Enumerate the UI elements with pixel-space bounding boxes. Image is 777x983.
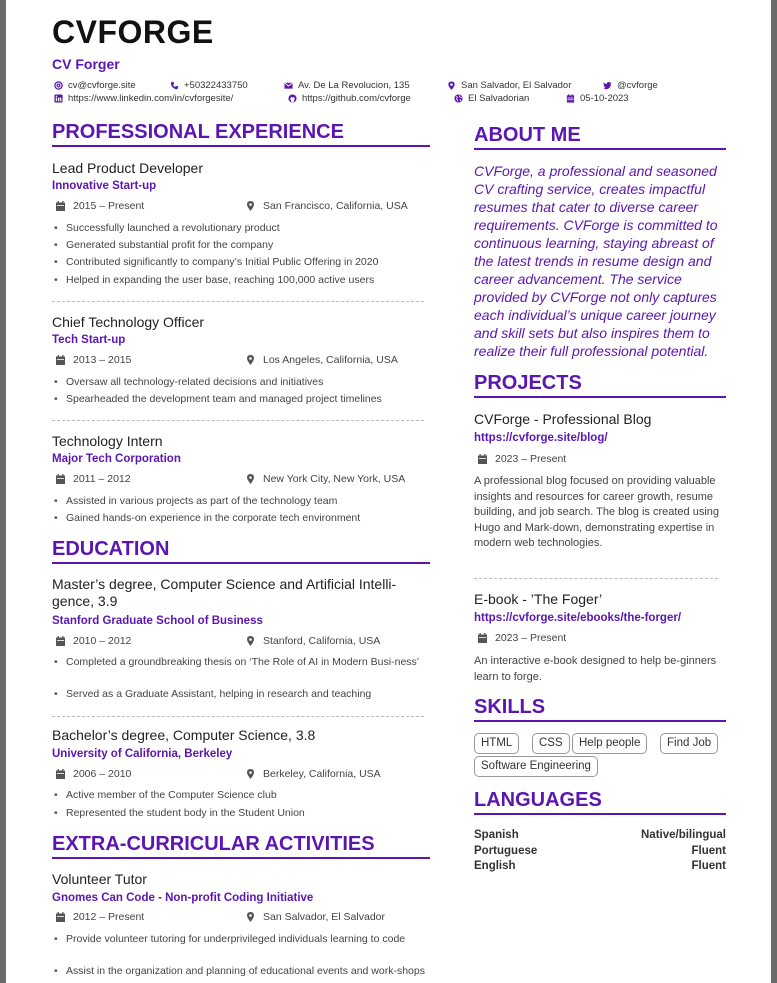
contact-email[interactable]: cv@cvforge.site bbox=[54, 80, 136, 91]
entry-separator bbox=[474, 578, 718, 579]
contact-twitter[interactable]: @cvforge bbox=[603, 80, 658, 91]
resume-page bbox=[6, 0, 771, 983]
contact-location: San Salvador, El Salvador bbox=[447, 80, 571, 91]
education-bullet: • Completed a groundbreaking thesis on ‘The Role of AI in Modern Busi-ness’ bbox=[54, 656, 432, 669]
language-name: Portuguese bbox=[474, 845, 538, 857]
education-org[interactable]: University of California, Berkeley bbox=[52, 748, 233, 760]
experience-bullet: • Spearheaded the development team and managed project timelines bbox=[54, 393, 436, 406]
experience-title: Chief Technology Officer bbox=[52, 314, 205, 330]
experience-bullet: • Assisted in various projects as part of the technology team bbox=[54, 495, 436, 508]
at-icon bbox=[54, 81, 63, 90]
experience-title: Lead Product Developer bbox=[52, 160, 203, 176]
contact-linkedin[interactable]: https://www.linkedin.com/in/cvforgesite/ bbox=[54, 93, 233, 104]
education-location: Berkeley, California, USA bbox=[246, 768, 381, 780]
education-bullet: • Served as a Graduate Assistant, helping in research and teaching bbox=[54, 688, 432, 701]
envelope-icon bbox=[284, 81, 293, 90]
about-text: CVForge, a professional and seasoned CV crafting service, creates impactful resumes that cater to diverse career requirements. CVForge is committed to continuous learning, staying abreast of the latest trends in resume design and career advancement. The service provided by CVForge not only captures each individual’s unique career journey and skill sets but also inspires them to realize their full professional potential. bbox=[474, 163, 718, 359]
skill-tag: HTML bbox=[474, 733, 519, 754]
globe-icon bbox=[454, 94, 463, 103]
resume-name: CVFORGE bbox=[52, 14, 214, 50]
education-bullet: • Represented the student body in the Student Union bbox=[54, 807, 432, 820]
contact-github[interactable]: https://github.com/cvforge bbox=[288, 93, 411, 104]
map-pin-icon bbox=[246, 912, 255, 922]
experience-bullet: • Successfully launched a revolutionary product bbox=[54, 222, 436, 235]
project-title: CVForge - Professional Blog bbox=[474, 411, 652, 427]
contact-phone[interactable]: +50322433750 bbox=[170, 80, 248, 91]
experience-org[interactable]: Major Tech Corporation bbox=[52, 453, 181, 465]
experience-location: San Francisco, California, USA bbox=[246, 200, 408, 212]
education-title: Bachelor’s degree, Computer Science, 3.8 bbox=[52, 727, 316, 743]
language-level: Fluent bbox=[691, 860, 726, 872]
project-link[interactable]: https://cvforge.site/blog/ bbox=[474, 432, 608, 444]
section-skills: SKILLS bbox=[474, 695, 726, 722]
calendar-icon bbox=[56, 201, 65, 211]
map-pin-icon bbox=[246, 636, 255, 646]
activity-bullet: • Assist in the organization and planning of educational events and work-shops bbox=[54, 965, 432, 978]
map-pin-icon bbox=[246, 474, 255, 484]
project-dates: 2023 – Present bbox=[478, 453, 566, 465]
section-about: ABOUT ME bbox=[474, 123, 726, 150]
github-icon bbox=[288, 94, 297, 103]
experience-dates: 2013 – 2015 bbox=[56, 354, 131, 366]
experience-dates: 2011 – 2012 bbox=[56, 473, 131, 485]
map-pin-icon bbox=[246, 769, 255, 779]
education-org[interactable]: Stanford Graduate School of Business bbox=[52, 615, 263, 627]
experience-bullet: • Oversaw all technology-related decisions and initiatives bbox=[54, 376, 436, 389]
map-pin-icon bbox=[246, 201, 255, 211]
section-experience: PROFESSIONAL EXPERIENCE bbox=[52, 120, 430, 147]
experience-bullet: • Helped in expanding the user base, reaching 100,000 active users bbox=[54, 274, 436, 287]
experience-bullet: • Gained hands-on experience in the corporate tech environment bbox=[54, 512, 436, 525]
education-title: Master’s degree, Computer Science and Artificial Intelli-gence, 3.9 bbox=[52, 576, 397, 609]
map-pin-icon bbox=[246, 355, 255, 365]
experience-org[interactable]: Innovative Start-up bbox=[52, 180, 157, 192]
experience-org[interactable]: Tech Start-up bbox=[52, 334, 126, 346]
language-name: English bbox=[474, 860, 516, 872]
section-education: EDUCATION bbox=[52, 537, 430, 564]
calendar-icon bbox=[56, 636, 65, 646]
contact-nationality: El Salvadorian bbox=[454, 93, 529, 104]
activity-location: San Salvador, El Salvador bbox=[246, 911, 385, 923]
calendar-icon bbox=[478, 633, 487, 643]
activity-title: Volunteer Tutor bbox=[52, 871, 147, 887]
map-pin-icon bbox=[447, 81, 456, 90]
activity-bullet: • Provide volunteer tutoring for underprivileged individuals learning to code bbox=[54, 933, 432, 946]
experience-bullet: • Generated substantial profit for the company bbox=[54, 239, 436, 252]
project-dates: 2023 – Present bbox=[478, 632, 566, 644]
experience-location: Los Angeles, California, USA bbox=[246, 354, 398, 366]
contact-date: 05-10-2023 bbox=[566, 93, 629, 104]
calendar-icon bbox=[56, 769, 65, 779]
calendar-icon bbox=[56, 474, 65, 484]
education-dates: 2010 – 2012 bbox=[56, 635, 131, 647]
contact-address: Av. De La Revolucion, 135 bbox=[284, 80, 410, 91]
resume-tagline: CV Forger bbox=[52, 56, 120, 72]
calendar-icon bbox=[478, 454, 487, 464]
section-projects: PROJECTS bbox=[474, 371, 726, 398]
activity-dates: 2012 – Present bbox=[56, 911, 144, 923]
section-languages: LANGUAGES bbox=[474, 788, 726, 815]
experience-dates: 2015 – Present bbox=[56, 200, 144, 212]
experience-title: Technology Intern bbox=[52, 433, 163, 449]
education-location: Stanford, California, USA bbox=[246, 635, 380, 647]
twitter-icon bbox=[603, 81, 612, 90]
section-extracurricular: EXTRA-CURRICULAR ACTIVITIES bbox=[52, 832, 430, 859]
calendar-icon bbox=[56, 912, 65, 922]
project-description: An interactive e-book designed to help be-ginners learn to forge. bbox=[474, 655, 717, 683]
language-name: Spanish bbox=[474, 829, 519, 841]
language-level: Fluent bbox=[691, 845, 726, 857]
phone-icon bbox=[170, 81, 179, 90]
project-description: A professional blog focused on providing valuable insights and resources for career growth, resume building, and job search. The blog is created using Hugo and Mark-down, demonstrating expertise in modern web technologies. bbox=[474, 475, 720, 549]
skill-tag: Help people bbox=[572, 733, 647, 754]
entry-separator bbox=[52, 716, 424, 717]
project-title: E-book - ’The Foger’ bbox=[474, 591, 603, 607]
experience-location: New York City, New York, USA bbox=[246, 473, 405, 485]
entry-separator bbox=[52, 420, 424, 421]
linkedin-icon bbox=[54, 94, 63, 103]
activity-org[interactable]: Gnomes Can Code - Non-profit Coding Initiative bbox=[52, 892, 314, 904]
skill-tag: CSS bbox=[532, 733, 570, 754]
education-bullet: • Active member of the Computer Science club bbox=[54, 789, 432, 802]
calendar-icon bbox=[56, 355, 65, 365]
calendar-icon bbox=[566, 94, 575, 103]
entry-separator bbox=[52, 301, 424, 302]
language-level: Native/bilingual bbox=[641, 829, 726, 841]
education-dates: 2006 – 2010 bbox=[56, 768, 131, 780]
skill-tag: Find Job bbox=[660, 733, 718, 754]
skill-tag: Software Engineering bbox=[474, 756, 598, 777]
experience-bullet: • Contributed significantly to company’s Initial Public Offering in 2020 bbox=[54, 256, 436, 269]
project-link[interactable]: https://cvforge.site/ebooks/the-forger/ bbox=[474, 612, 682, 624]
